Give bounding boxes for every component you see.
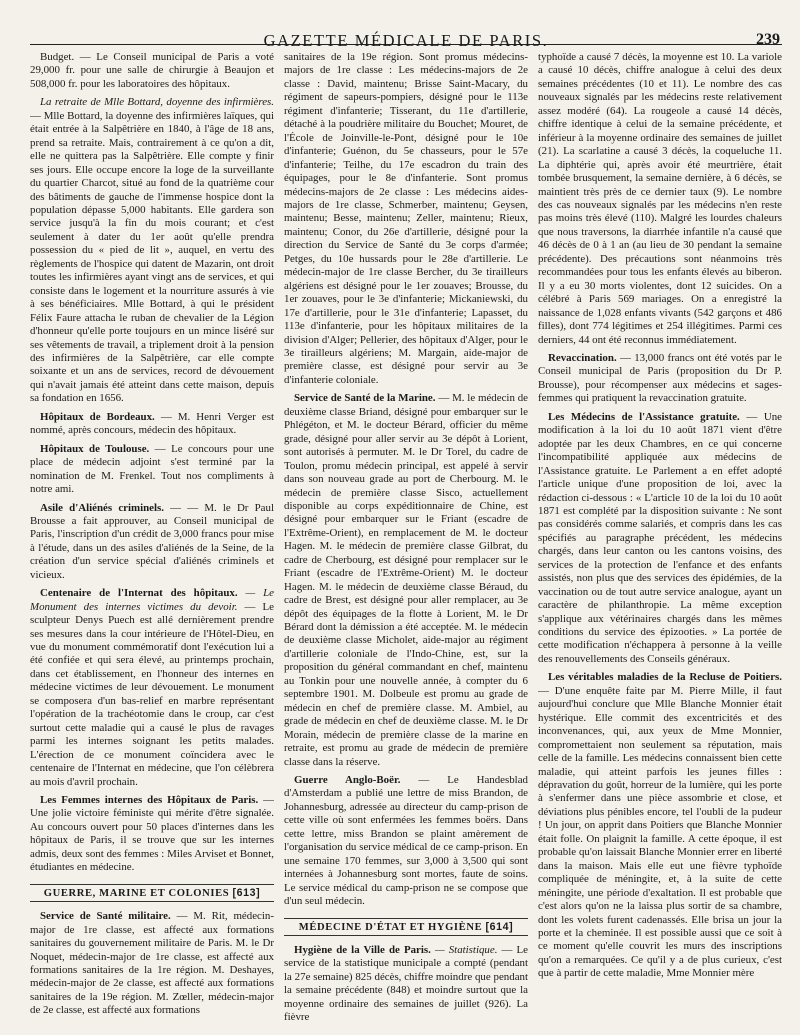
paragraph-text: Budget. — Le Conseil municipal de Paris a voté 29,000 fr. pour une salle de chirurgie à Beaujon et 508,000 fr. pour les laboratoires des hôpitaux.	[30, 51, 274, 90]
article-heading: Les véritables maladies de la Recluse de Poitiers.	[548, 671, 782, 684]
paragraph-anglo-boer	[284, 774, 528, 909]
article-heading: Centenaire de l'Internat des hôpitaux.	[40, 587, 238, 600]
paragraph-text: — M. le médecin de deuxième classe Briand, désigné pour embarquer sur le Phlégéton, et M. le docteur Bérard, officier du même grade, désigné pour aller servir au 3e dépôt à Lorient, sont autorisés à permuter. M. le Dr Torel, du cadre de Toulon, promu médecin principal, est appelé à servir dans son nouveau grade au port de Cherbourg. M. le médecin de première classe Sisco, actuellement disponible au corps expéditionnaire de Chine, est désigné pour embarquer sur le Friant (escadre de l'Extrême-Orient), en remplacement de M. le docteur Hagen. M. le médecin de première classe Gilbrat, du cadre de Cherbourg, est désigné pour remplacer sur le Friant (escadre de l'Extrême-Orient) M. le docteur Hagen. M. le médecin de deuxième classe Béraud, du cadre de Brest, est désigné pour aller remplacer, au 3e dépôt des équipages de la flotte à Lorient, M. le Dr Bérard dont la démission a été acceptée. M. le médecin de deuxième classe Micholet, aide-major au régiment d'artillerie coloniale de l'Indo-Chine, est, sur la proposition du général commandant en chef, maintenu au Tonkin pour une nouvelle année, à compter du 6 septembre 1901. M. Dolbeule est promu au grade de médecin en chef de première classe. M. Ambiel, au grade de médecin en chef de deuxième classe. M. le Dr Morain, médecin de première classe de la marine en retraite, est promu au grade de médecin de première classe dans la réserve.	[284, 392, 528, 768]
paragraph-text: — Le service de la statistique municipale a compté (pendant la 27e semaine) 825 décès, chiffre moindre que pendant la semaine précédente (848) et moindre surtout que la moyenne ordinaire des semaines de juillet (926). La fièvre	[284, 944, 528, 1024]
section-title: GUERRE, MARINE ET COLONIES	[43, 887, 230, 899]
column-1	[30, 51, 274, 1026]
paragraph-hygiene-paris	[284, 944, 528, 1025]
paragraph-bordeaux	[30, 411, 274, 438]
article-heading: Revaccination.	[548, 351, 617, 364]
section-title: MÉDECINE D'ÉTAT ET HYGIÈNE	[298, 921, 483, 933]
paragraph-assistance-gratuite	[538, 411, 782, 667]
paragraph-promotions	[284, 51, 528, 387]
paragraph-text: typhoïde a causé 7 décès, la moyenne est 10. La variole a causé 10 décès, chiffre analogue à celui des deux semaines précédentes (10 et 11). Le nombre des cas nouveaux signalés par les médecins reste relativement assez modéré (64). La rougeole a causé 14 décès, chiffre identique à celui de la semaine précédente, et inférieur à la moyenne ordinaire des semaines de juillet (21). La scarlatine a causé 3 décès, la coqueluche 11. La diphtérie qui, après avoir été meurtrière, était tombée brusquement, la semaine dernière, à 6 décès, se maintient très près de ce dernier taux (9). Le nombre des cas nouveaux signalés par les médecins n'en reste pas moins très élevé (110). Malgré les lourdes chaleurs que nous traversons, la diarrhée infantile n'a causé que 46 décès de 0 à 1 an (au lieu de 30 pendant la semaine précédente). Des précautions sont néanmoins très recommandées pour tous les enfants élevés au biberon. Il y a eu 30 morts violentes, dont 12 suicides. On a célébré à Paris 569 mariages. On a enregistré la naissance de 1,028 enfants vivants (542 garçons et 486 filles), dont 774 légitimes et 254 illégitimes. Parmi ces derniers, 44 ont été reconnus immédiatement.	[538, 51, 782, 346]
article-columns	[30, 51, 782, 1026]
paragraph-recluse-poitiers	[538, 671, 782, 980]
paragraph-statistique-suite	[538, 51, 782, 347]
column-3	[538, 51, 782, 1026]
paragraph-centenaire	[30, 587, 274, 789]
paragraph-text: — M. Rit, médecin-major de 1re classe, est affecté aux formations sanitaires du gouvernement militaire de Paris. M. le Dr Noquet, médecin-major de 1re classe, est affecté aux formations sanitaires de la 1re région. M. Deshayes, médecin-major de 2e classe, est affecté aux formations sanitaires de la 19e région. M. Zœller, médecin-major de 2e classe, est affecté aux formations	[30, 910, 274, 1017]
paragraph-text: — 13,000 francs ont été votés par le Conseil municipal de Paris (proposition du Dr P. Brousse), pour récompenser aux médecins et sages-femmes qui pratiquent la revaccination gratuite.	[538, 351, 782, 405]
publication-title: GAZETTE MÉDICALE DE PARIS.	[263, 31, 549, 50]
column-2	[284, 51, 528, 1026]
section-heading-guerre	[30, 884, 274, 902]
paragraph-budget	[30, 51, 274, 91]
paragraph-text: — Le Handesblad d'Amsterdam a publié une lettre de miss Brandon, de Johannesburg, adressée au directeur du camp-prison de cette ville où sont enfermées les femmes boërs. Dans cette lettre, miss Brandon se plaint amèrement de l'organisation du service médical de ce camp-prison. En une semaine 170 femmes, sur 3,000 à 3,500 qui sont internées à Johannesburg sont mortes, faute de soins. Le service médical du camp-prison ne se compose que d'un seul médecin.	[284, 774, 528, 908]
article-heading: Hôpitaux de Bordeaux.	[40, 410, 155, 423]
paragraph-toulouse	[30, 443, 274, 497]
paragraph-marine	[284, 392, 528, 769]
paragraph-asile	[30, 502, 274, 583]
article-heading: Service de Santé militaire.	[40, 910, 171, 923]
paragraph-text: — Mlle Bottard, la doyenne des infirmières laïques, qui était entrée à la Salpêtrière en 1840, à l'âge de 18 ans, prend sa retraite. Mais, contrairement à ce qu'on a dit, elle ne quittera pas la Salpêtrière. Elle compte y finir ses jours. Elle occupe encore la loge de la surveillante du quartier Charcot, situé au fond de la quatrième cour des bâtiments de gauche de l'immense hospice dont la population dépasse 5,000 habitants. Elle gardera son service jusqu'à la fin du mois courant; et c'est seulement à dater du 1er août qu'elle prendra possession du « pied de lit », auquel, en vertu des règlements de l'hospice qui datent de Mazarin, ont droit toutes les infirmières ayant vingt ans de services, et qui consiste dans le logement et la nourriture assurés à vie à ses bénéficiaires. Mlle Bottard, à qui le président Félix Faure attacha le ruban de chevalier de la Légion d'honneur qu'elle porte toujours en un mince liséré sur ses vêtements de travail, a triplement droit à la pension des infirmières de la Salpêtrière, car elle compte soixante et un ans de services, record de dévouement qui n'avait jamais été atteint dans cette maison, depuis sa fondation en 1656.	[30, 109, 274, 405]
paragraph-revaccination	[538, 352, 782, 406]
page-header	[30, 0, 782, 50]
paragraph-text: — — M. le Dr Paul Brousse a fait approuver, au Conseil municipal de Paris, l'inscription d'un crédit de 3,000 francs pour mise à l'étude, dans un des asiles d'aliénés de la Seine, de la création d'un service spécial d'aliénés criminels et vicieux.	[30, 501, 274, 581]
paragraph-femmes-internes	[30, 794, 274, 875]
article-heading: Les Médecins de l'Assistance gratuite.	[548, 410, 740, 423]
paragraph-text: — Une modification à la loi du 10 août 1871 vient d'être adoptée par les deux Chambres, en ce qui concerne l'incompatibilité appliquée aux médecins de l'Assistance gratuite. Le Parlement a en effet adopté l'article unique d'une proposition de loi, avec la rédaction ci-dessous : « L'article 10 de la loi du 10 août 1871 est complété par la disposition suivante : Ne sont pas considérés comme salariés, et compris dans les cas spécifiés au paragraphe précédent, les médecins chargés, dans leur canton ou les cantons voisins, des services de la protection de l'enfance et des enfants assistés, non plus que des services des épidémies, de la vaccination ou de tout autre service analogue, ayant un caractère de philanthropie. La même exception s'applique aux vétérinaires chargés dans les mêmes conditions du service des épizooties. » La portée de cette modification n'échappera à personne à la veille des renouvellements des Conseils généraux.	[538, 410, 782, 665]
paragraph-text: — D'une enquête faite par M. Pierre Mille, il faut aujourd'hui conclure que Mlle Blanche Monnier était hystérique. Elle commit des excentricités et des inconvenances, qui, aux yeux de Mme Monnier, compromettaient non seulement sa réputation, mais celle de la famille. Les médecins connaissent bien cette maladie, qui atteint parfois les jeunes filles : dépravation du goût, horreur de la lumière, qui les porte à s'enfermer dans une pièce assombrie et close, et déviations plus pénibles encore, tel l'oubli de la pudeur ! Un jour, on apprit dans Poitiers que Blanche Monnier était folle. On plaignit la famille. A cette époque, il est probable qu'on laissait Blanche Monnier errer en liberté dans la maison. Mais elle eut une fièvre typhoïde compliquée de méningite, et, à la suite de cette méningite, une période d'exaltation. Il est probable que c'est alors qu'on ne la laissa plus sortir de sa chambre, dont les volets furent cadenassés. Elle brisa un jour la porte et la cheminée. Il est possible aussi que ce soit à ce moment qu'elle couvrit les murs des inscriptions qu'on a remarquées. Ce qu'il y a de plus curieux, c'est que à partir de cette maladie, Mme Monnier mère	[538, 684, 782, 980]
section-heading-medecine-etat	[284, 918, 528, 936]
paragraph-text: — Une jolie victoire féministe qui mérite d'être signalée. Au concours ouvert pour 50 places d'internes dans les hôpitaux de Paris, il se trouve que sur les internes admis, deux sont des femmes : Miles Arviset et Bonnet, étudiantes en médecine.	[30, 794, 274, 874]
article-heading: Asile d'Aliénés criminels.	[40, 501, 164, 514]
section-ref: [613]	[232, 886, 261, 899]
paragraph-text: sanitaires de la 19e région. Sont promus médecins-majors de 1re classe : Les médecins-majors de 2e classe : David, maintenu; Brisse Saint-Macary, du régiment de sapeurs-pompiers, désigné pour le 113e régiment d'infanterie; Tisserant, du 11e d'artillerie, détaché à la poudrière militaire du Bouchet; Mouret, de l'École de Joinville-le-Pont, désigné pour le 10e d'infanterie; Guénon, du 5e chasseurs, pour le 57e d'infanterie; Teilhe, du 17e escadron du train des équipages, pour le 8e d'infanterie. Sont promus médecins-majors de 2e classe : Les médecins aides-majors de 1re classe, Schmerber, maintenu; Geysen, maintenu; Besse, maintenu; Zeller, maintenu; Rieux, maintenu; Conor, du 26e d'artillerie, désigné pour la direction du Service de Santé du 3e corps d'armée; Petges, du 10e hussards pour le 28e d'artillerie. Le médecin-major de 1re classe Bercher, du 3e tirailleurs algériens est désigné pour le 1er zouaves; Brousse, du 1er zouaves, pour le 3e d'infanterie; Mickaniewski, du 17e d'artillerie, pour le 31e d'infanterie; Lapasset, du 113e d'infanterie, pour les hôpitaux militaires de la division d'Alger; Pellerier, des hôpitaux d'Alger, pour le 3e tirailleurs algériens; M. Margain, aide-major de première classe, est désigné pour servir au 3e d'infanterie coloniale.	[284, 51, 528, 386]
article-subheading: — Statistique.	[434, 944, 498, 956]
paragraph-text: — Le concours pour une place de médecin adjoint s'est terminé par la nomination de M. Frenkel. Tout nos compliments à notre ami.	[30, 442, 274, 496]
page-number: 239	[756, 31, 780, 48]
paragraph-text: — Le sculpteur Denys Puech est allé dernièrement prendre ses mesures dans la cour intérieure de l'Hôtel-Dieu, en vue du monument commémoratif dont l'exécution lui a été confiée et qui sera élevé, au printemps prochain, dans cet établissement, en l'honneur des internes en médecine victimes de leur dévouement. Le monument se composera d'un bas-relief en marbre représentant l'opération de la trachéotomie dans le croup, car c'est surtout cette maladie qui a causé le plus de ravages parmi les internes soignant les petits malades. L'érection de ce monument coïncidera avec le centenaire de l'Internat en médecine, que l'on célèbrera au mois d'avril prochain.	[30, 600, 274, 788]
article-heading: Guerre Anglo-Boër.	[294, 774, 401, 787]
article-heading: Service de Santé de la Marine.	[294, 392, 436, 405]
article-heading: Les Femmes internes des Hôpitaux de Paris.	[40, 794, 259, 807]
article-heading: La retraite de Mlle Bottard, doyenne des infirmières.	[40, 96, 274, 109]
paragraph-bottard	[30, 96, 274, 405]
article-heading: Hôpitaux de Toulouse.	[40, 442, 150, 455]
paragraph-sante-militaire	[30, 910, 274, 1018]
section-ref: [614]	[485, 920, 514, 933]
article-heading: Hygiène de la Ville de Paris.	[294, 944, 431, 956]
paragraph-text: — M. Henri Verger est nommé, après concours, médecin des hôpitaux.	[30, 410, 274, 437]
article-subheading: — Le Monument des internes victimes du devoir.	[30, 587, 274, 613]
